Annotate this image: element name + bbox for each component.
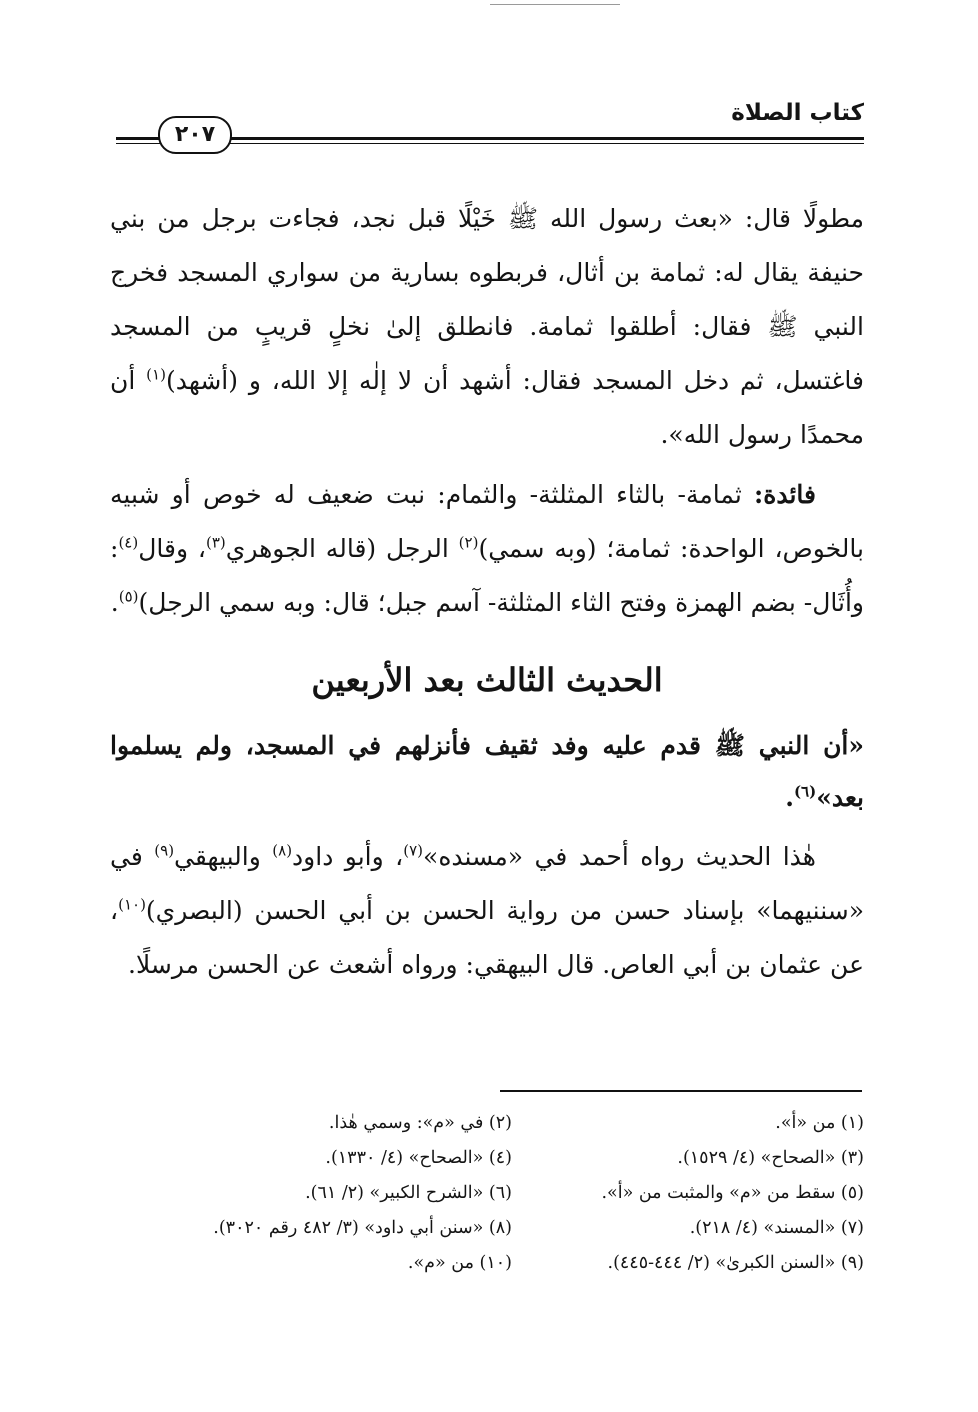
book-title: كتاب الصلاة xyxy=(723,100,864,126)
top-scan-rule xyxy=(490,4,620,5)
takhrij-text-c: والبيهقي xyxy=(174,842,273,871)
footnote-8: (٨) «سنن أبي داود» (٣/ ٤٨٢ رقم ٣٠٢٠). xyxy=(213,1218,512,1238)
hadith-text xyxy=(110,720,864,824)
hadith-body: «أن النبي ﷺ قدم عليه وفد ثقيف فأنزلهم في المسجد، ولم يسلموا بعد» xyxy=(110,731,864,812)
footnote-10: (١٠) من «م». xyxy=(407,1253,512,1273)
fa-ida-text-c: ، وقال xyxy=(138,534,206,563)
footnote-ref-9: (٩) xyxy=(154,841,175,860)
fa-ida-text-b: الرجل (قاله الجوهري xyxy=(225,534,459,563)
main-text xyxy=(110,192,864,998)
footnote-6: (٦) «الشرح الكبير» (٢/ ٦١). xyxy=(305,1183,512,1203)
paragraph-takhrij xyxy=(110,830,864,992)
footnote-ref-1: (١) xyxy=(146,365,166,384)
footnote-ref-5: (٥) xyxy=(118,587,139,606)
paragraph-1-tail: أن محمدًا رسول الله». xyxy=(110,366,864,449)
footnote-row xyxy=(100,1106,864,1141)
paragraph-1-text: مطولًا قال: «بعث رسول الله ﷺ خَيْلًا قبل نجد، فجاءت برجل من بني حنيفة يقال له: ثمامة بن أثال، فربطوه بسارية من سواري المسجد فخرج النبي ﷺ فقال: أطلقوا ثمامة. فانطلق إلىٰ نخلٍ قريبٍ من المسجد فاغتسل، ثم دخل المسجد فقال: أشهد أن لا إلٰه إلا الله، و (أشهد) xyxy=(110,204,864,395)
hadith-end: . xyxy=(785,783,794,812)
footnote-separator xyxy=(500,1090,862,1092)
footnote-ref-3: (٣) xyxy=(205,533,226,552)
footnote-1: (١) من «أ». xyxy=(775,1113,864,1133)
fa-ida-end: . xyxy=(110,588,119,617)
footnote-ref-6: (٦) xyxy=(793,782,817,801)
fa-ida-text-d: : وأُثَال- بضم الهمزة وفتح الثاء المثلثة- آسم جبل؛ قال: وبه سمي الرجل) xyxy=(110,534,864,617)
takhrij-text-a: هٰذا الحديث رواه أحمد في «مسنده» xyxy=(423,842,816,871)
footnote-ref-7: (٧) xyxy=(403,841,424,860)
footnote-row xyxy=(100,1176,864,1211)
takhrij-text-e: ، عن عثمان بن أبي العاص. قال البيهقي: ورواه أشعث عن الحسن مرسلًا. xyxy=(110,896,864,979)
paragraph-1 xyxy=(110,192,864,462)
page-header xyxy=(116,100,864,162)
fa-ida-text-a: ثمامة- بالثاء المثلثة- والثمام: نبت ضعيف له خوص أو شبيه بالخوص، الواحدة: ثمامة؛ (وبه سمي) xyxy=(110,480,864,563)
footnote-4: (٤) «الصحاح» (٤/ ١٣٣٠). xyxy=(325,1148,512,1168)
paragraph-fa-ida xyxy=(110,468,864,630)
page-number: ٢٠٧ xyxy=(158,116,232,154)
footnote-ref-2: (٢) xyxy=(458,533,479,552)
footnote-ref-8: (٨) xyxy=(272,841,293,860)
fa-ida-label: فائدة: xyxy=(754,480,816,509)
footnote-ref-10: (١٠) xyxy=(118,895,146,914)
footnote-5: (٥) سقط من «م» والمثبت من «أ». xyxy=(601,1183,864,1203)
footnote-2: (٢) في «م»: وسمي هٰذا. xyxy=(328,1113,512,1133)
footnotes xyxy=(100,1106,864,1281)
footnote-3: (٣) «الصحاح» (٤/ ١٥٢٩). xyxy=(677,1148,864,1168)
footnote-9: (٩) «السنن الكبرىٰ» (٢/ ٤٤٤-٤٤٥). xyxy=(607,1253,864,1273)
footnote-row xyxy=(100,1246,864,1281)
section-title: الحديث الثالث بعد الأربعين xyxy=(311,661,663,699)
takhrij-text-d: في «سننيهما» بإسناد حسن من رواية الحسن بن أبي الحسن (البصري) xyxy=(110,842,864,925)
takhrij-text-b: ، وأبو داود xyxy=(292,842,404,871)
footnote-row xyxy=(100,1211,864,1246)
footnote-row xyxy=(100,1141,864,1176)
footnote-ref-4: (٤) xyxy=(118,533,139,552)
footnote-7: (٧) «المسند» (٤/ ٢١٨). xyxy=(689,1218,864,1238)
